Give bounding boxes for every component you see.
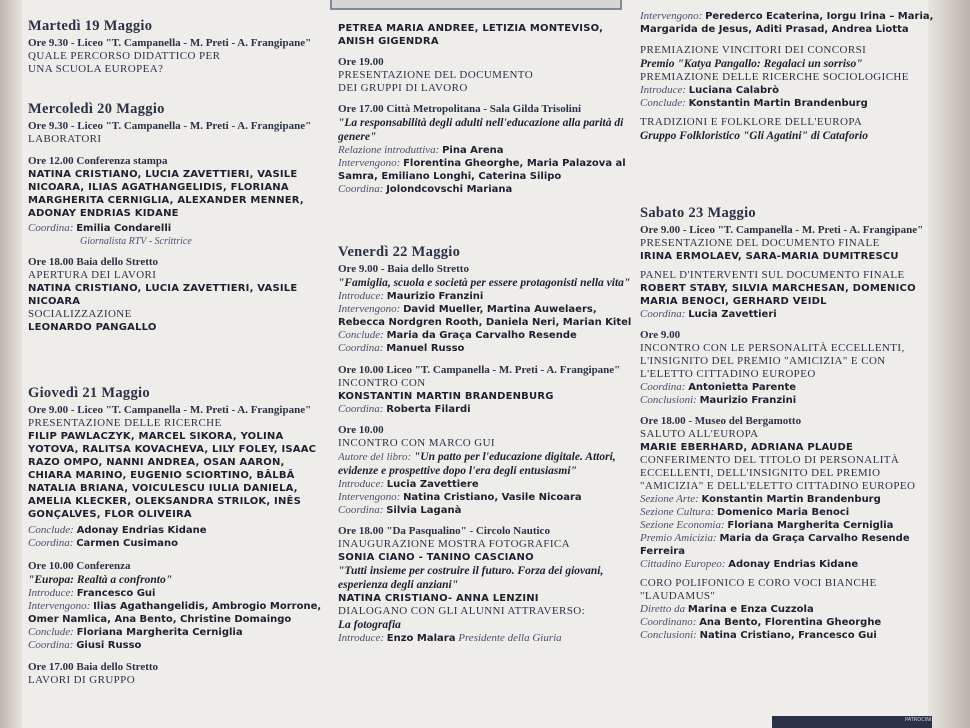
column-3 <box>640 0 940 728</box>
participant-names: ROBERT STABY, SILVIA MARCHESAN, DOMENICO MARIA BENOCI, GERHARD VEIDL <box>640 283 916 307</box>
event-time: Ore 9.00 - Liceo "T. Campanella - M. Preti - A. Frangipane" <box>28 404 312 416</box>
role-label: Introduce: <box>338 478 385 490</box>
thursday-section <box>28 385 328 687</box>
role-label: Coordina: <box>640 308 686 320</box>
role-label: Conclude: <box>28 626 74 638</box>
role-label: Coordina: <box>338 183 384 195</box>
tuesday-section <box>28 18 328 76</box>
event-description: PRESENTAZIONE DEL DOCUMENTO DEI GRUPPI DI LAVORO <box>338 69 534 94</box>
event-description: CONFERIMENTO DEL TITOLO DI PERSONALITÀ ECCELLENTI, DELL'INSIGNITO DEL PREMIO "AMICIZIA" E DELL'ELETTO CITTADINO EUROPEO <box>640 454 916 492</box>
role-name: Adonay Endrias Kidane <box>76 525 207 536</box>
event-title: Premio "Katya Pangallo: Regalaci un sorriso" <box>640 58 863 70</box>
role-name: Domenico Maria Benoci <box>717 507 850 518</box>
role-label: Introduce: <box>338 632 385 644</box>
event-description: QUALE PERCORSO DIDATTICO PER UNA SCUOLA EUROPEA? <box>28 50 221 75</box>
event-time: Ore 9.30 - Liceo "T. Campanella - M. Preti - A. Frangipane" <box>28 37 312 49</box>
role-label: Intervengono: <box>338 303 401 315</box>
event-time: Ore 17.00 Baia dello Stretto <box>28 661 159 673</box>
role-label: Conclude: <box>640 97 686 109</box>
event-time: Ore 18.00 Baia dello Stretto <box>28 256 159 268</box>
event-time: Ore 10.00 Liceo "T. Campanella - M. Preti - A. Frangipane" <box>338 364 621 376</box>
role-name: David Mueller, Martina Auwelaers, Rebecca Nordgren Rooth, Daniela Neri, Marian Kitel <box>338 304 632 328</box>
role-name: Carmen Cusimano <box>76 538 179 549</box>
role-name: Konstantin Martin Brandenburg <box>701 494 881 505</box>
role-name: Ilias Agathangelidis, Ambrogio Morrone, Omer Namlica, Ana Bento, Christine Domaingo <box>28 601 322 625</box>
role-label: Coordina: <box>338 504 384 516</box>
event-title: La fotografia <box>338 619 401 631</box>
day-heading: Giovedì 21 Maggio <box>28 385 150 401</box>
day-heading: Mercoledì 20 Maggio <box>28 101 165 117</box>
participant-names: SONIA CIANO - TANINO CASCIANO <box>338 552 534 563</box>
role-name: Jolondcovschi Mariana <box>386 184 513 195</box>
role-label: Introduce: <box>640 84 687 96</box>
role-name: Luciana Calabrò <box>688 85 779 96</box>
role-name: Giusi Russo <box>76 640 142 651</box>
role-name: Roberta Filardi <box>386 404 471 415</box>
column-1 <box>28 0 328 728</box>
poster-left-edge <box>0 0 22 728</box>
role-name: Florentina Gheorghe, Maria Palazova al Samra, Emiliano Longhi, Caterina Silipo <box>338 158 626 182</box>
role-label: Conclusioni: <box>640 394 697 406</box>
role-label: Intervengono: <box>28 600 91 612</box>
event-time: Ore 9.00 <box>640 329 681 341</box>
participant-names: NATINA CRISTIANO, LUCIA ZAVETTIERI, VASILE NICOARA <box>28 283 298 307</box>
event-title: Gruppo Folkloristico "Gli Agatini" di Cataforio <box>640 130 869 142</box>
event-time: Ore 10.00 <box>338 424 384 436</box>
event-time: Ore 18.00 - Museo del Bergamotto <box>640 415 802 427</box>
role-name: Lucia Zavettiere <box>386 479 479 490</box>
role-name: Marina e Enza Cuzzola <box>687 604 814 615</box>
role-label: Coordina: <box>338 342 384 354</box>
day-heading: Venerdì 22 Maggio <box>338 244 461 260</box>
role-name: Perederco Ecaterina, Iorgu Irina – Maria, Margarida de Jesus, Aditi Prasad, Andrea Liotta <box>640 11 934 35</box>
role-name: Pina Arena <box>442 145 504 156</box>
event-description: TRADIZIONI E FOLKLORE DELL'EUROPA <box>640 116 863 128</box>
role-label: Conclude: <box>338 329 384 341</box>
sponsor-label: PATROCINI <box>905 717 932 723</box>
role-label: Sezione Arte: <box>640 493 699 505</box>
participant-names: NATINA CRISTIANO, LUCIA ZAVETTIERI, VASILE NICOARA, ILIAS AGATHANGELIDIS, FLORIANA MARGHERITA CERNIGLIA, ALEXANDER MENNER, ADONAY ENDRIAS KIDANE <box>28 169 304 219</box>
event-time: Ore 9.30 - Liceo "T. Campanella - M. Preti - A. Frangipane" <box>28 120 312 132</box>
role-name: Francesco Gui <box>76 588 156 599</box>
event-description: PREMIAZIONE VINCITORI DEI CONCORSI <box>640 44 867 56</box>
role-label: Coordina: <box>338 403 384 415</box>
saturday-section <box>640 205 940 642</box>
role-name: Natina Cristiano, Francesco Gui <box>699 630 877 641</box>
event-description: LAVORI DI GRUPPO <box>28 674 136 686</box>
event-description: INCONTRO CON <box>338 377 426 389</box>
participant-names: KONSTANTIN MARTIN BRANDENBURG <box>338 391 554 402</box>
role-name: Floriana Margherita Cerniglia <box>727 520 894 531</box>
event-description: SALUTO ALL'EUROPA <box>640 428 759 440</box>
continued-section <box>640 10 940 143</box>
day-heading: Martedì 19 Maggio <box>28 18 153 34</box>
role-label: Coordina: <box>28 537 74 549</box>
role-name: Lucia Zavettieri <box>688 309 777 320</box>
participant-names: MARIE EBERHARD, ADRIANA PLAUDE <box>640 442 853 453</box>
role-label: Coordina: <box>640 381 686 393</box>
friday-section <box>338 244 638 645</box>
event-time: Ore 12.00 Conferenza stampa <box>28 155 168 167</box>
role-name: Manuel Russo <box>386 343 465 354</box>
event-title: "Famiglia, scuola e società per essere protagonisti nella vita" <box>338 277 631 289</box>
role-title: Giornalista RTV - Scrittrice <box>80 236 192 247</box>
event-description: CORO POLIFONICO E CORO VOCI BIANCHE "LAUDAMUS" <box>640 577 877 602</box>
event-time: Ore 19.00 <box>338 56 384 68</box>
event-time: Ore 9.00 - Baia dello Stretto <box>338 263 469 275</box>
continued-section <box>338 22 638 196</box>
participant-names: LEONARDO PANGALLO <box>28 322 157 333</box>
role-label: Relazione introduttiva: <box>338 144 440 156</box>
role-label: Coordinano: <box>640 616 697 628</box>
role-name: Maurizio Franzini <box>699 395 797 406</box>
event-description: SOCIALIZZAZIONE <box>28 308 132 320</box>
event-title: "Europa: Realtà a confronto" <box>28 574 173 586</box>
wednesday-section <box>28 101 328 334</box>
column-2 <box>338 0 638 728</box>
role-name: Konstantin Martin Brandenburg <box>688 98 868 109</box>
role-label: Introduce: <box>338 290 385 302</box>
role-label: Cittadino Europeo: <box>640 558 726 570</box>
role-title: Presidente della Giuria <box>458 632 562 644</box>
role-name: Natina Cristiano, Vasile Nicoara <box>403 492 582 503</box>
event-description: PRESENTAZIONE DELLE RICERCHE <box>28 417 222 429</box>
role-label: Conclude: <box>28 524 74 536</box>
role-name: Maria da Graça Carvalho Resende <box>386 330 577 341</box>
event-description: PRESENTAZIONE DEL DOCUMENTO FINALE <box>640 237 880 249</box>
role-name: Emilia Condarelli <box>76 223 172 234</box>
role-label: Premio Amicizia: <box>640 532 717 544</box>
event-time: Ore 10.00 Conferenza <box>28 560 131 572</box>
role-name: Silvia Laganà <box>386 505 462 516</box>
role-name: Antonietta Parente <box>688 382 797 393</box>
participant-names: FILIP PAWLACZYK, MARCEL SIKORA, YOLINA YOTOVA, RALITSA KOVACHEVA, LILY FOLEY, ISAAC RAZO OMPO, NANNI ANDREA, OSAN AARON, CHIARA MARINO, EUGENIO SCIORTINO, BÂLBÂ NATALIA BRIANA, VOICULESCU IULIA DANIELA, AMELIA KLECKER, OLEKSANDRA STRILOK, INÊS GONÇALVES, FLOR OLIVEIRA <box>28 431 317 520</box>
role-label: Intervengono: <box>338 491 401 503</box>
event-description: APERTURA DEI LAVORI <box>28 269 157 281</box>
event-description: PREMIAZIONE DELLE RICERCHE SOCIOLOGICHE <box>640 71 909 83</box>
event-description: INCONTRO CON MARCO GUI <box>338 437 495 449</box>
role-label: Coordina: <box>28 222 74 234</box>
participant-names: IRINA ERMOLAEV, SARA-MARIA DUMITRESCU <box>640 251 899 262</box>
role-label: Autore del libro: <box>338 451 412 463</box>
role-label: Diretto da <box>640 603 686 615</box>
role-label: Introduce: <box>28 587 75 599</box>
role-label: Coordina: <box>28 639 74 651</box>
role-label: Conclusioni: <box>640 629 697 641</box>
role-name: Maurizio Franzini <box>386 291 484 302</box>
event-time: Ore 17.00 Città Metropolitana - Sala Gilda Trisolini <box>338 103 582 115</box>
event-title: "La responsabilità degli adulti nell'educazione alla parità di genere" <box>338 117 624 143</box>
role-name: Floriana Margherita Cerniglia <box>76 627 243 638</box>
role-label: Sezione Cultura: <box>640 506 715 518</box>
role-label: Intervengono: <box>640 10 703 22</box>
event-time: Ore 9.00 - Liceo "T. Campanella - M. Preti - A. Frangipane" <box>640 224 924 236</box>
role-name: Ana Bento, Florentina Gheorghe <box>699 617 882 628</box>
role-name: Adonay Endrias Kidane <box>728 559 859 570</box>
role-name: Enzo Malara <box>386 633 456 644</box>
role-label: Intervengono: <box>338 157 401 169</box>
participant-names: NATINA CRISTIANO- ANNA LENZINI <box>338 593 539 604</box>
event-description: PANEL D'INTERVENTI SUL DOCUMENTO FINALE <box>640 269 905 281</box>
event-title: "Un patto per l'educazione digitale. Attori, evidenze e prospettive dopo l'era degli entusiasmi" <box>338 451 616 477</box>
event-title: "Tutti insieme per costruire il futuro. Forza dei giovani, esperienza degli anziani" <box>338 565 604 591</box>
event-description: DIALOGANO CON GLI ALUNNI ATTRAVERSO: <box>338 605 586 617</box>
event-time: Ore 18.00 "Da Pasqualino" - Circolo Nautico <box>338 525 550 537</box>
day-heading: Sabato 23 Maggio <box>640 205 756 221</box>
event-description: LABORATORI <box>28 133 102 145</box>
event-description: INAUGURAZIONE MOSTRA FOTOGRAFICA <box>338 538 570 550</box>
participant-names: PETREA MARIA ANDREE, LETIZIA MONTEVISO, ANISH GIGENDRA <box>338 23 604 47</box>
event-description: INCONTRO CON LE PERSONALITÀ ECCELLENTI, L'INSIGNITO DEL PREMIO "AMICIZIA" E CON L'ELETTO CITTADINO EUROPEO <box>640 342 905 380</box>
role-label: Sezione Economia: <box>640 519 725 531</box>
role-name: Maria da Graça Carvalho Resende Ferreira <box>640 533 910 557</box>
